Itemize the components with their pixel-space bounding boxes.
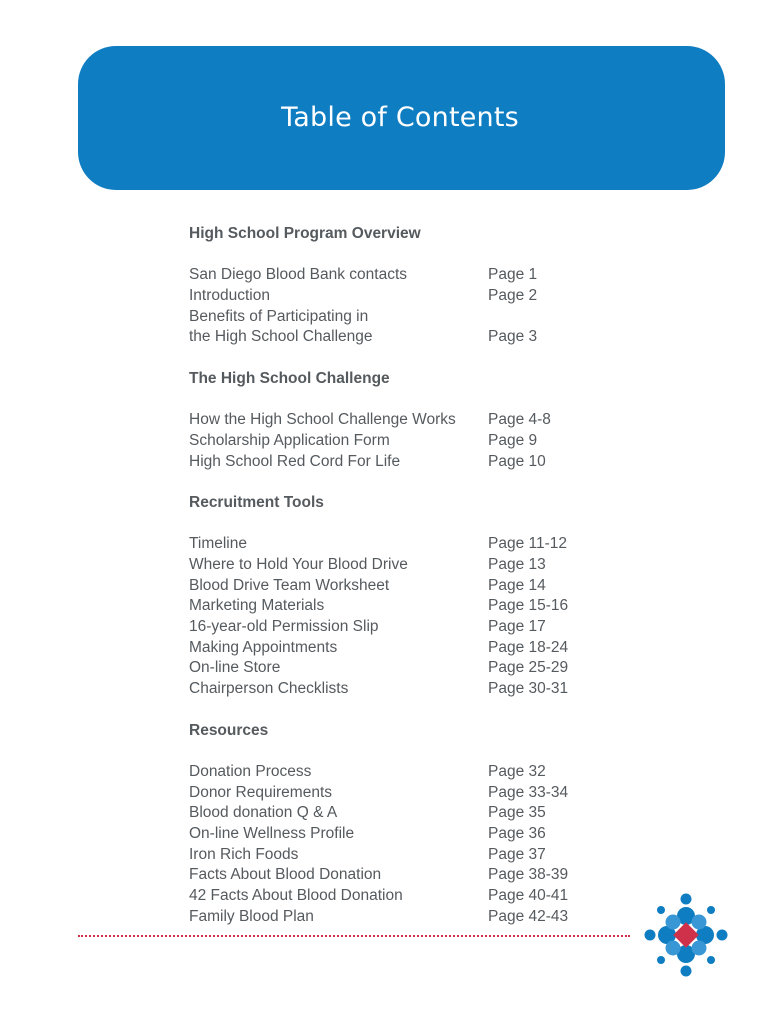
toc-entry[interactable] bbox=[189, 452, 609, 473]
toc-entry-label: Benefits of Participating in bbox=[189, 307, 369, 325]
toc-entry-page: Page 2 bbox=[488, 287, 538, 305]
toc-entry[interactable] bbox=[189, 783, 609, 804]
toc-entry[interactable] bbox=[189, 555, 609, 576]
toc-entry-label: Where to Hold Your Blood Drive bbox=[189, 556, 408, 573]
toc-entry-label: Iron Rich Foods bbox=[189, 845, 299, 863]
toc-entry-label: 42 Facts About Blood Donation bbox=[189, 887, 403, 904]
toc-entry-label: 16-year-old Permission Slip bbox=[189, 618, 379, 636]
toc-entry-label: Donation Process bbox=[189, 762, 312, 780]
toc-entry[interactable] bbox=[189, 534, 609, 555]
page-title: Table of Contents bbox=[281, 102, 519, 133]
dotted-divider bbox=[78, 935, 630, 937]
toc-entry[interactable] bbox=[189, 596, 609, 617]
toc-entry[interactable] bbox=[189, 865, 609, 886]
toc-entry-page: Page 42-43 bbox=[488, 907, 569, 925]
toc-entry-page: Page 25-29 bbox=[488, 659, 569, 677]
toc-entry[interactable] bbox=[189, 638, 609, 659]
toc-entry-label: Timeline bbox=[189, 535, 247, 553]
toc-entry-page: Page 17 bbox=[488, 618, 546, 636]
section-heading-program-overview: High School Program Overview bbox=[189, 225, 421, 242]
toc-entry[interactable] bbox=[189, 845, 609, 866]
toc-entry-label: Making Appointments bbox=[189, 638, 338, 656]
toc-entry[interactable] bbox=[189, 803, 609, 824]
toc-entry-page: Page 37 bbox=[488, 845, 546, 863]
toc-entry-label: Scholarship Application Form bbox=[189, 431, 390, 449]
toc-entry-page: Page 33-34 bbox=[488, 783, 569, 801]
toc-entry-label: Blood donation Q & A bbox=[189, 804, 338, 822]
toc-entry[interactable] bbox=[189, 327, 609, 348]
section-heading-recruitment-tools: Recruitment Tools bbox=[189, 493, 324, 511]
toc-entry[interactable] bbox=[189, 886, 609, 907]
toc-entry[interactable] bbox=[189, 824, 609, 845]
toc-entry-label: Chairperson Checklists bbox=[189, 680, 349, 698]
toc-entry-label: High School Red Cord For Life bbox=[189, 452, 401, 470]
toc-entry-page: Page 14 bbox=[488, 576, 546, 594]
toc-entry-label: Family Blood Plan bbox=[189, 907, 314, 925]
toc-entry-page: Page 18-24 bbox=[488, 638, 569, 656]
toc-entry-label: San Diego Blood Bank contacts bbox=[189, 266, 407, 284]
toc-entry-page: Page 15-16 bbox=[488, 597, 569, 615]
toc-entry-page: Page 10 bbox=[488, 452, 546, 470]
toc-entry-page: Page 36 bbox=[488, 824, 546, 842]
section-heading-high-school-challenge: The High School Challenge bbox=[189, 369, 390, 387]
toc-entry-page: Page 3 bbox=[488, 328, 538, 346]
toc-entry-label: Introduction bbox=[189, 287, 270, 305]
toc-entry-label: On-line Store bbox=[189, 659, 281, 677]
toc-entry[interactable] bbox=[189, 576, 609, 597]
toc-entry-page: Page 40-41 bbox=[488, 887, 569, 904]
section-heading-resources: Resources bbox=[189, 721, 269, 739]
toc-entry[interactable] bbox=[189, 907, 609, 928]
toc-entry-page: Page 32 bbox=[488, 762, 546, 780]
toc-entry[interactable] bbox=[189, 410, 609, 431]
toc-entry[interactable] bbox=[189, 658, 609, 679]
toc-entry-label: the High School Challenge bbox=[189, 328, 373, 346]
toc-entry-page: Page 13 bbox=[488, 556, 546, 573]
toc-entry-page: Page 11-12 bbox=[488, 535, 567, 553]
toc-entry-label: Blood Drive Team Worksheet bbox=[189, 576, 390, 594]
toc-entry[interactable] bbox=[189, 431, 609, 452]
toc-entry[interactable] bbox=[189, 307, 609, 328]
toc-entry[interactable] bbox=[189, 286, 609, 307]
blood-bank-logo-icon bbox=[643, 892, 729, 978]
toc-entry-label: Marketing Materials bbox=[189, 597, 325, 615]
toc-entry-page: Page 4-8 bbox=[488, 411, 551, 429]
toc-entry-page: Page 38-39 bbox=[488, 866, 569, 884]
toc-entry-page: Page 35 bbox=[488, 804, 546, 822]
toc-entry-label: Facts About Blood Donation bbox=[189, 866, 382, 884]
toc-entry-label: Donor Requirements bbox=[189, 783, 333, 801]
toc-entry-page: Page 1 bbox=[488, 266, 538, 284]
toc-entry[interactable] bbox=[189, 762, 609, 783]
toc-entry[interactable] bbox=[189, 617, 609, 638]
toc-entry[interactable] bbox=[189, 679, 609, 700]
toc-entry-label: On-line Wellness Profile bbox=[189, 824, 355, 842]
toc-entry-label: How the High School Challenge Works bbox=[189, 411, 456, 429]
toc-entry-page: Page 9 bbox=[488, 431, 538, 449]
toc-entry-page: Page 30-31 bbox=[488, 680, 569, 698]
table-of-contents bbox=[189, 224, 609, 927]
toc-entry[interactable] bbox=[189, 265, 609, 286]
